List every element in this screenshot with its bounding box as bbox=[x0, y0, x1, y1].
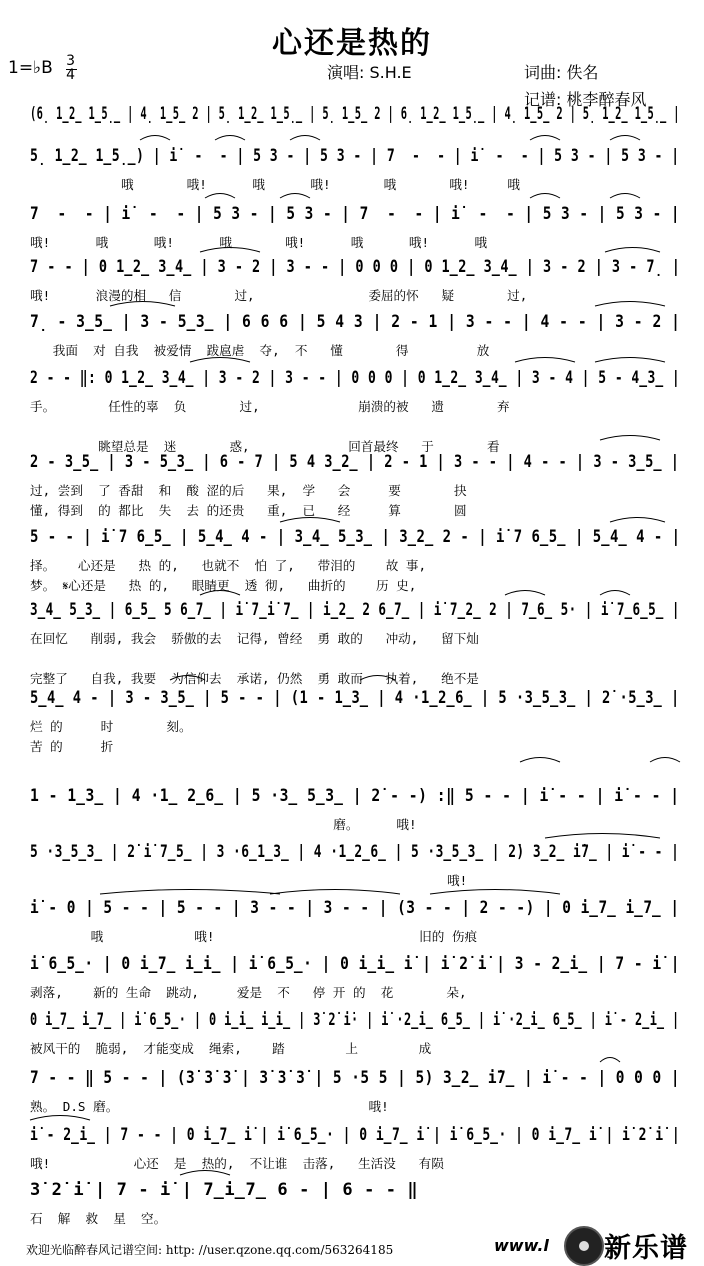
notation-line: 5̲4̲ 4 - | 3 - 3̲5̲ | 5 - - | (1 - 1̲3̲ | 4 ·1̲2̲6̲ | 5 ·3̲5̲3̲ | 2̇ ·5̲3̲ | bbox=[30, 688, 680, 708]
lyric-line: 梦。 𝄋心还是 热 的, 眼睛更 透 彻, 曲折的 历 史, bbox=[30, 578, 417, 593]
slur-arc bbox=[205, 194, 235, 199]
notation-line: 2 - - ‖: 0 1̲2̲ 3̲4̲ | 3 - 2 | 3 - - | 0 0 0 | 0 1̲2̲ 3̲4̲ | 3 - 4 | 5 - 4̲3̲ | bbox=[30, 368, 681, 388]
slur-arc bbox=[100, 890, 280, 895]
slur-arc bbox=[600, 591, 630, 596]
logo-url: www.l bbox=[494, 1236, 549, 1255]
slur-arc bbox=[200, 248, 260, 253]
lyric-line: 石 解 救 星 空。 bbox=[30, 1211, 167, 1226]
slur-arc bbox=[110, 302, 175, 307]
slur-arc bbox=[430, 890, 560, 895]
notation-line: 7̣ - 3̲5̲ | 3 - 5̲3̲ | 6 6 6 | 5 4 3 | 2 - 1 | 3 - - | 4 - - | 3 - 2 | bbox=[30, 312, 681, 332]
notation-line: i̇ 6̲5̲· | 0 i̲7̲ i̲i̲ | i̇ 6̲5̲· | 0 i̲i̲ i̇ | i̇ 2̇ i̇ | 3 - 2̲i̲ | 7 - i̇ | bbox=[30, 954, 681, 974]
slur-arc bbox=[530, 194, 560, 199]
lyric-line: 过, 尝到 了 香甜 和 酸 涩的后 果, 学 会 要 抉 bbox=[30, 483, 467, 498]
notation-line: 5 ·3̲5̲3̲ | 2̇ i̇ 7̲5̲ | 3 ·6̲1̲3̲ | 4 ·1̲2̲6̲ | 5 ·3̲5̲3̲ | 2̇) 3̲2̲ i̇7̲ | i̇ - - | bbox=[30, 842, 680, 862]
slur-arc bbox=[360, 676, 395, 681]
slur-arc bbox=[605, 248, 660, 253]
lyric-line: 哦! 哦 哦! 哦 哦! 哦 哦! 哦 bbox=[30, 235, 488, 250]
slur-arc bbox=[180, 1171, 230, 1176]
lyric-line: 磨。 哦! bbox=[30, 817, 417, 832]
slur-arc bbox=[600, 436, 660, 441]
lyric-line: 手。 任性的辜 负 过, 崩溃的被 遗 弃 bbox=[30, 399, 510, 414]
notation-line: 7 - - ‖ 5 - - | (3̇ 3̇ 3̇ | 3̇ 3̇ 3̇ | 5 ·5 5 | 5) 3̲2̲ i̇7̲ | i̇ - - | 0 0 0 | bbox=[30, 1068, 681, 1088]
notation-line: 5 - - | i̇ 7 6̲5̲ | 5̲4̲ 4 - | 3̲4̲ 5̲3̲ | 3̲2̲ 2 - | i̇ 7 6̲5̲ | 5̲4̲ 4 - | bbox=[30, 527, 681, 547]
lyric-line: 哦 哦! 旧的 伤痕 bbox=[30, 929, 478, 944]
notation-line: 7 - - | i̇ - - | 5 3 - | 5 3 - | 7 - - | i̇ - - | 5 3 - | 5 3 - | bbox=[30, 204, 681, 224]
lyric-line: 择。 心还是 热 的, 也就不 怕 了, 带泪的 故 事, bbox=[30, 558, 427, 573]
lyric-line: 哦! bbox=[30, 873, 468, 888]
slur-arc bbox=[280, 518, 340, 523]
page-title: 心还是热的 bbox=[272, 26, 432, 61]
notation-line: 7 - - | 0 1̲2̲ 3̲4̲ | 3 - 2 | 3 - - | 0 0 0 | 0 1̲2̲ 3̲4̲ | 3 - 2 | 3 - 7̣ | bbox=[30, 257, 681, 277]
lyric-line: 眺望总是 迷 惑, 回首最终 于 看 bbox=[30, 439, 500, 454]
slur-arc bbox=[190, 358, 250, 363]
lyric-line: 懂, 得到 的 都比 失 去 的还贵 重, 已 经 算 圆 bbox=[30, 503, 467, 518]
slur-arc bbox=[595, 302, 665, 307]
notation-line: 0 i̲7̲ i̲7̲ | i̇ 6̲5̲· | 0 i̲i̲ i̲i̲ | 3̇ 2̇ i̇· | i̇ ·2̲i̲ 6̲5̲ | i̇ ·2̲i̲ 6̲5̲ | i̇ - 2̲i̲ | bbox=[30, 1010, 680, 1030]
lyric-line: 苦 的 折 bbox=[30, 739, 114, 754]
slur-arc bbox=[200, 591, 240, 596]
slur-arc bbox=[610, 194, 640, 199]
slur-arc bbox=[545, 834, 660, 839]
time-denominator: 4 bbox=[66, 67, 76, 83]
slur-arc bbox=[215, 136, 245, 141]
slur-arc bbox=[170, 676, 205, 681]
slur-arc bbox=[280, 194, 310, 199]
notation-line: i̇ - 0 | 5 - - | 5 - - | 3 - - | 3 - - | (3 - - | 2 - -) | 0 i̲7̲ i̲7̲ | bbox=[30, 898, 680, 918]
lyric-line: 完整了 自我, 我要 为信仰去 承诺, 仍然 勇 敢而 执着, 绝不是 bbox=[30, 671, 479, 686]
notation-line: 5̣ 1̲2̲ 1̲5̣̲) | i̇ - - | 5 3 - | 5 3 - | 7 - - | i̇ - - | 5 3 - | 5 3 - | bbox=[30, 146, 680, 166]
footer-text: 欢迎光临醉春风记谱空间: http: //user.qzone.qq.com/563264185 bbox=[26, 1243, 394, 1257]
time-numerator: 3 bbox=[66, 53, 76, 69]
slur-arc bbox=[600, 1058, 620, 1063]
slur-arc bbox=[610, 518, 665, 523]
composer-credit: 词曲: 佚名 bbox=[524, 63, 599, 82]
notation-line: i̇ - 2̲i̲ | 7 - - | 0 i̲7̲ i̇ | i̇ 6̲5̲· | 0 i̲7̲ i̇ | i̇ 6̲5̲· | 0 i̲7̲ i̇ | i̇ 2̇ i̇ | bbox=[30, 1125, 681, 1145]
logo-name: 新乐谱 bbox=[604, 1233, 688, 1264]
notation-line: 3̇ 2̇ i̇ | 7 - i̇ | 7̲i̲7̲ 6 - | 6 - - ‖ bbox=[30, 1180, 419, 1200]
lyric-line: 在回忆 削弱, 我会 骄傲的去 记得, 曾经 勇 敢的 冲动, 留下灿 bbox=[30, 631, 479, 646]
lyric-line: 剥落, 新的 生命 跳动, 爱是 不 停 开 的 花 朵, bbox=[30, 985, 467, 1000]
slur-arc bbox=[140, 136, 170, 141]
slur-arc bbox=[650, 758, 680, 763]
lyric-line: 熟。 D.S 磨。 哦! bbox=[30, 1099, 389, 1114]
slur-arc bbox=[505, 591, 545, 596]
transcriber-credit: 记谱: 桃李醉春风 bbox=[524, 90, 647, 109]
slur-arc bbox=[520, 758, 560, 763]
lyric-line: 烂 的 时 刻。 bbox=[30, 719, 192, 734]
notation-line: 2 - 3̲5̲ | 3 - 5̲3̲ | 6 - 7 | 5 4 3̲2̲ | 2 - 1 | 3 - - | 4 - - | 3 - 3̲5̲ | bbox=[30, 452, 680, 472]
lyric-line: 哦! 心还 是 热的, 不让谁 击落, 生活没 有陨 bbox=[30, 1156, 444, 1171]
singer-credit: 演唱: S.H.E bbox=[327, 63, 412, 82]
notation-line: (6̣ 1̲2̲ 1̲5̣̲ | 4̣ 1̲5̲ 2 | 5̣ 1̲2̲ 1̲5̣̲ | 5̣ 1̲5̲ 2 | 6̣ 1̲2̲ 1̲5̣̲ | 4̣ 1̲5̲ 2 | 5̣ 1̲2̲ 1̲5̣̲ | bbox=[30, 104, 680, 124]
slur-arc bbox=[30, 1116, 90, 1121]
lyric-line: 哦! 浪漫的相 信 过, 委屈的怀 疑 过, bbox=[30, 288, 528, 303]
lyric-line: 我面 对 自我 被爱情 跋扈虐 夺, 不 懂 得 放 bbox=[30, 343, 490, 358]
slur-arc bbox=[515, 358, 575, 363]
notation-line: 3̲4̲ 5̲3̲ | 6̲5̲ 5 6̲7̲ | i̇ 7̲i̇ 7̲ | i̲2̲ 2 6̲7̲ | i̇ 7̲2̲ 2 | 7̲6̲ 5· | i̇ 7̲6̲5̲ | bbox=[30, 600, 680, 620]
slur-arc bbox=[290, 136, 320, 141]
notation-line: 1 - 1̲3̲ | 4 ·1̲ 2̲6̲ | 5 ·3̲ 5̲3̲ | 2̇ - -) :‖ 5 - - | i̇ - - | i̇ - - | bbox=[30, 786, 680, 806]
lyric-line: 被风干的 脆弱, 才能变成 绳索, 踏 上 成 bbox=[30, 1041, 432, 1056]
slur-arc bbox=[530, 136, 560, 141]
slur-arc bbox=[595, 358, 665, 363]
lyric-line: 哦 哦! 哦 哦! 哦 哦! 哦 bbox=[30, 177, 521, 192]
slur-arc bbox=[270, 890, 400, 895]
key-label: 1=♭B bbox=[8, 58, 53, 78]
slur-arc bbox=[610, 136, 640, 141]
